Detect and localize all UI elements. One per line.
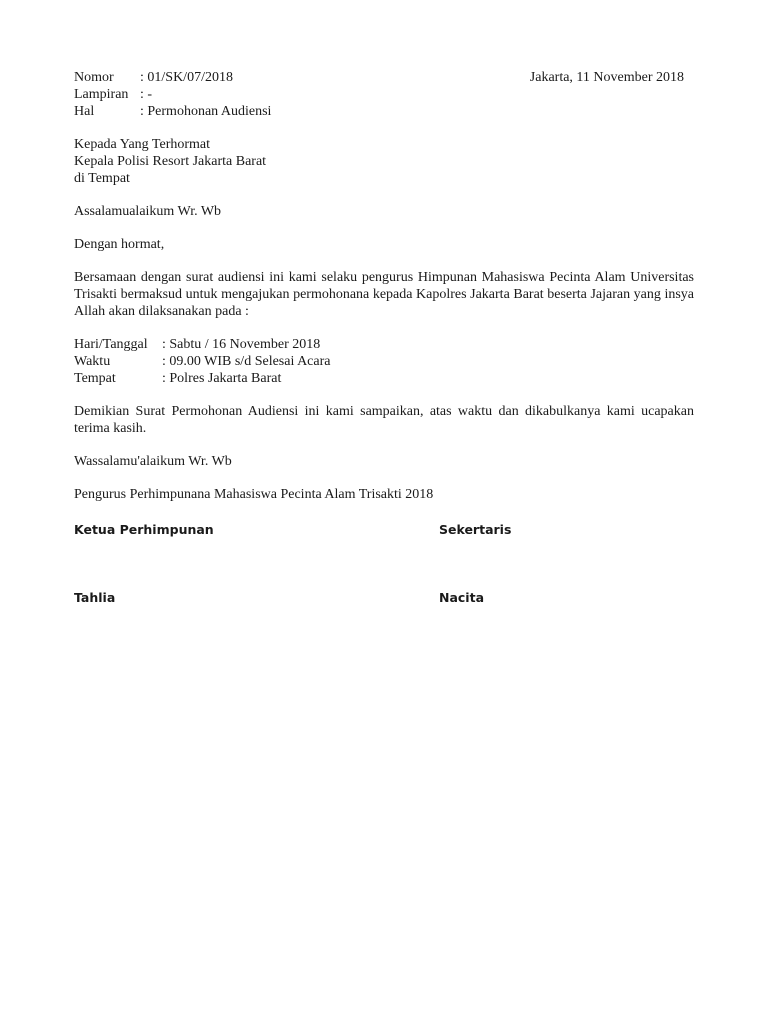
detail-row-date (74, 336, 694, 353)
body-paragraph: Bersamaan dengan surat audiensi ini kami selaku pengurus Himpunan Mahasiswa Pecinta Alam Universitas Trisakti bermaksud untuk mengajukan permohonana kepada Kapolres Jakarta Barat beserta Jajaran yang insya Allah akan dilaksanakan pada : (74, 270, 694, 319)
signature-name-right: Nacita (439, 590, 485, 605)
detail-row-time (74, 353, 694, 370)
nomor-value: : 01/SK/07/2018 (140, 70, 233, 85)
signature-title-left: Ketua Perhimpunan (74, 522, 214, 537)
recipient-line-2: Kepala Polisi Resort Jakarta Barat (74, 154, 267, 169)
lampiran-label: Lampiran (74, 87, 129, 102)
organization-line: Pengurus Perhimpunana Mahasiswa Pecinta Alam Trisakti 2018 (74, 487, 434, 502)
detail-row-place (74, 370, 694, 387)
letter-date: Jakarta, 11 November 2018 (529, 70, 684, 85)
signature-titles (74, 521, 694, 538)
hal-row (74, 103, 694, 120)
detail-label: Waktu (74, 354, 111, 369)
nomor-label: Nomor (74, 70, 114, 85)
closing-paragraph: Demikian Surat Permohonan Audiensi ini kami sampaikan, atas waktu dan dikabulkanya kami ucapakan terima kasih. (74, 404, 694, 436)
nomor-row (74, 69, 694, 86)
signature-name-left: Tahlia (74, 590, 116, 605)
lampiran-value: : - (140, 87, 153, 102)
recipient-line-3: di Tempat (74, 171, 130, 186)
detail-value: : Sabtu / 16 November 2018 (162, 337, 321, 352)
detail-value: : 09.00 WIB s/d Selesai Acara (162, 354, 331, 369)
letter-page (74, 69, 694, 606)
lampiran-row (74, 86, 694, 103)
detail-label: Tempat (74, 371, 116, 386)
greeting: Assalamualaikum Wr. Wb (74, 204, 222, 219)
signature-names (74, 589, 694, 606)
detail-value: : Polres Jakarta Barat (162, 371, 282, 386)
hal-label: Hal (74, 104, 95, 119)
salutation: Dengan hormat, (74, 237, 165, 252)
farewell: Wassalamu'alaikum Wr. Wb (74, 454, 232, 469)
signature-title-right: Sekertaris (439, 522, 512, 537)
hal-value: : Permohonan Audiensi (140, 104, 272, 119)
recipient-line-1: Kepada Yang Terhormat (74, 137, 211, 152)
detail-label: Hari/Tanggal (74, 337, 148, 352)
